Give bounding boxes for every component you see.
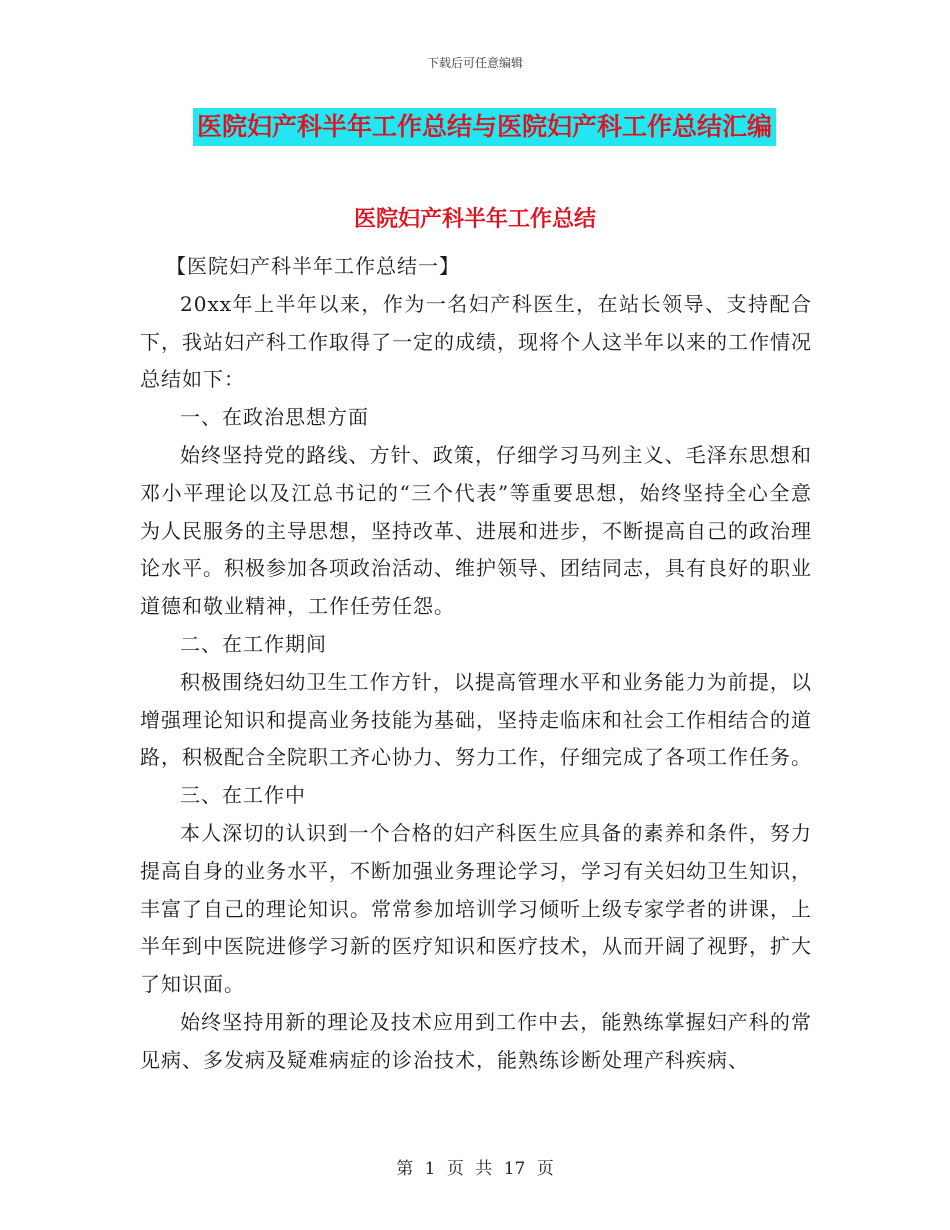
section-title: 医院妇产科半年工作总结 bbox=[353, 207, 596, 232]
heading-work-period: 二、在工作期间 bbox=[180, 631, 327, 656]
paragraph-politics: 始终坚持党的路线、方针、政策，仔细学习马列主义、毛泽东思想和邓小平理论以及江总书记的“三个代表”等重要思想，始终坚持全心全意为人民服务的主导思想，坚持改革、进展和进步，不断提高自己的政治理论水平。积极参加各项政治活动、维护领导、团结同志，具有良好的职业道德和敬业精神，工作任劳任怨。 bbox=[140, 442, 812, 619]
paragraph-in-work: 本人深切的认识到一个合格的妇产科医生应具备的素养和条件，努力提高自身的业务水平，不断加强业务理论学习，学习有关妇幼卫生知识，丰富了自己的理论知识。常常参加培训学习倾听上级专家学者的讲课，上半年到中医院进修学习新的医疗知识和医疗技术，从而开阔了视野，扩大了知识面。 bbox=[140, 820, 812, 997]
heading-politics: 一、在政治思想方面 bbox=[180, 405, 369, 430]
page-footer: 第 1 页 共 17 页 bbox=[396, 1159, 554, 1179]
paragraph-work-period: 积极围绕妇幼卫生工作方针，以提高管理水平和业务能力为前提，以增强理论知识和提高业务技能为基础，坚持走临床和社会工作相结合的道路，积极配合全院职工齐心协力、努力工作，仔细完成了各项工作任务。 bbox=[140, 669, 812, 770]
header-note: 下载后可任意编辑 bbox=[426, 56, 523, 70]
paragraph-intro: 20xx年上半年以来，作为一名妇产科医生，在站长领导、支持配合下，我站妇产科工作取得了一定的成绩，现将个人这半年以来的工作情况总结如下： bbox=[140, 291, 812, 392]
heading-in-work: 三、在工作中 bbox=[180, 783, 306, 808]
section-bracket-heading: 【医院妇产科半年工作总结一】 bbox=[166, 254, 460, 278]
paragraph-new-theory: 始终坚持用新的理论及技术应用到工作中去，能熟练掌握妇产科的常见病、多发病及疑难病症的诊治技术，能熟练诊断处理产科疾病、 bbox=[140, 1009, 812, 1072]
document-main-title: 医院妇产科半年工作总结与医院妇产科工作总结汇编 bbox=[193, 108, 776, 146]
document-body bbox=[140, 248, 812, 1080]
